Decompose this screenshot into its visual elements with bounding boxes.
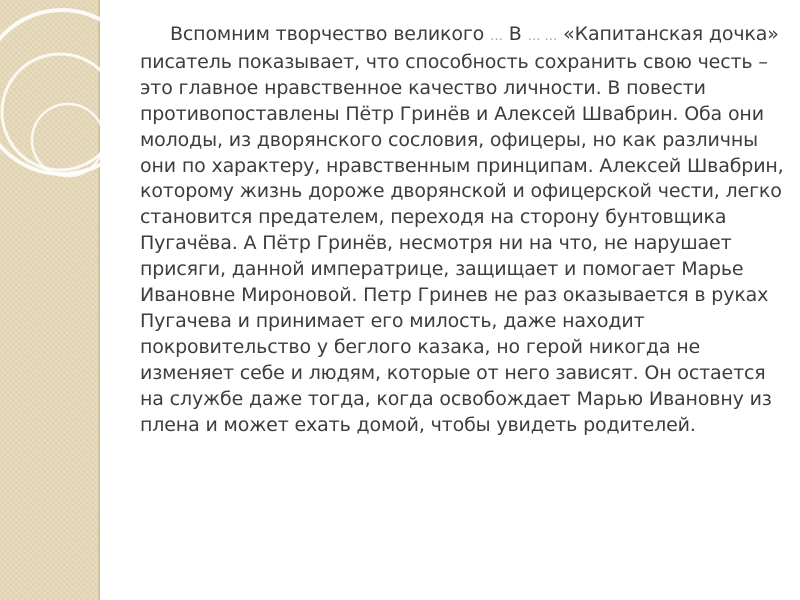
sidebar-divider	[98, 0, 100, 600]
ellipsis-2: … …	[527, 29, 558, 44]
paragraph-text-part-2: В	[502, 23, 528, 45]
decorative-sidebar	[0, 0, 98, 600]
paragraph-text-part-1: Вспомним творчество великого	[170, 23, 491, 45]
ellipsis-1: …	[490, 29, 503, 44]
paragraph-text-part-3: «Капитанская дочка» писатель показывает, что способность сохранить свою честь – это главное нравственное качество личности. В повести противопоставлены Пётр Гринёв и Алексей Швабрин. Оба они молоды, из дворянского сословия, офицеры, но как различны они по характеру, нравственным принципам. Алексей Швабрин, которому жизнь дороже дворянской и офицерской чести, легко становится предателем, переходя на сторону бунтовщика Пугачёва. А Пётр Гринёв, несмотря ни на что, не нарушает присяги, данной императрице, защищает и помогает Марье Ивановне Мироновой. Петр Гринев не раз оказывается в руках Пугачева и принимает его милость, даже находит покровительство у беглого казака, но герой никогда не изменяет себе и людям, которые от него зависят. Он остается на службе даже тогда, когда освобождает Марью Ивановну из плена и может ехать домой, чтобы увидеть родителей.	[140, 23, 784, 436]
body-paragraph	[140, 22, 785, 439]
